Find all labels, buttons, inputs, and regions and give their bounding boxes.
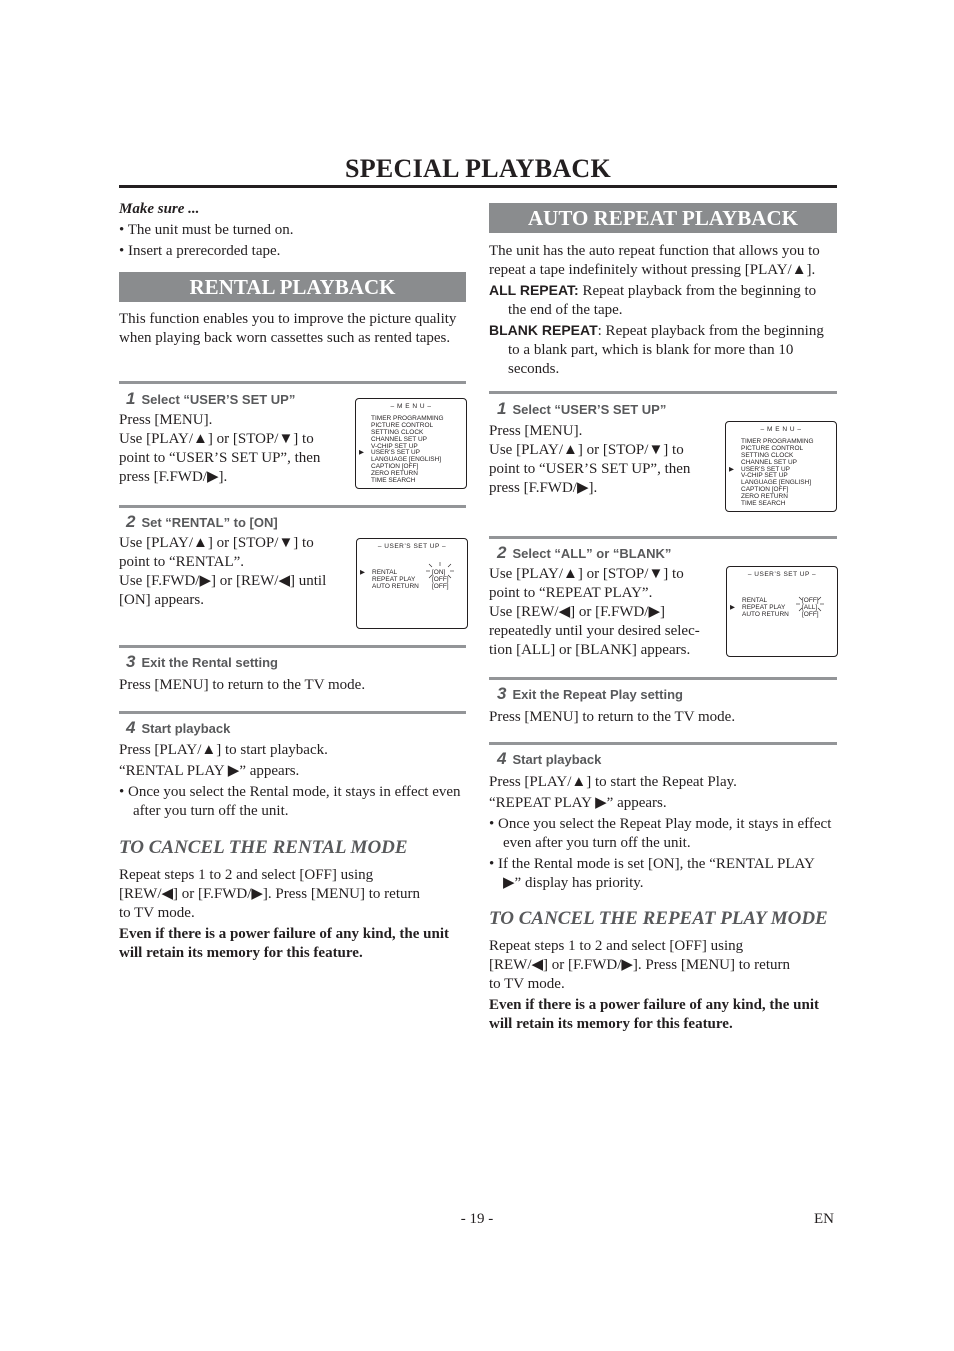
step-body [119, 676, 464, 695]
step-line: point to “USER’S SET UP”, then [489, 461, 691, 477]
osd-row-label: USER’S SET UP [371, 449, 421, 457]
prereq-item: • Insert a prerecorded tape. [119, 243, 281, 259]
language-code: EN [814, 1211, 834, 1227]
step-line: point to “USER’S SET UP”, then [119, 450, 321, 466]
osd-row: SETTING CLOCK [371, 428, 424, 436]
step-body [489, 422, 724, 498]
all-repeat-label: ALL REPEAT: [489, 282, 579, 298]
step-number: 4 [126, 718, 136, 737]
step-number: 3 [126, 652, 136, 671]
step-line: Use [PLAY/▲] or [STOP/▼] to [489, 566, 684, 582]
osd-value: [OFF] [802, 610, 819, 618]
blink-rays-icon [425, 561, 455, 581]
step-line: Press [PLAY/▲] to start the Repeat Play. [489, 774, 737, 790]
step-title: Exit the Rental setting [141, 655, 278, 670]
step-heading [126, 389, 295, 409]
step-title: Select “ALL” or “BLANK” [512, 546, 672, 561]
users-setup-screen [356, 538, 468, 629]
step-title: Start playback [512, 752, 602, 767]
step-rule [119, 505, 466, 508]
step-title: Start playback [141, 721, 231, 736]
make-sure-block [119, 200, 466, 261]
cancel-line: [REW/◀] or [F.FWD/▶]. Press [MENU] to return [489, 957, 790, 973]
step-title: Select “USER’S SET UP” [141, 392, 296, 407]
osd-header: – M E N U – [760, 426, 802, 433]
step-line: press [F.FWD/▶]. [489, 480, 598, 496]
menu-screen [355, 398, 467, 489]
users-setup-screen [726, 566, 838, 657]
step-heading [497, 684, 683, 704]
step-title: Set “RENTAL” to [ON] [141, 515, 278, 530]
repeat-intro: The unit has the auto repeat function that allows you to repeat a tape indefinitely without pressing [PLAY/▲]. [489, 243, 820, 278]
step-number: 1 [126, 389, 136, 408]
step-body [119, 741, 464, 821]
osd-value: [OFF] [432, 575, 449, 583]
step-rule [119, 381, 466, 384]
step-body [489, 773, 834, 893]
step-line: Use [PLAY/▲] or [STOP/▼] to [489, 442, 684, 458]
osd-row: CHANNEL SET UP [371, 435, 427, 443]
step-line: Press [MENU]. [119, 412, 213, 428]
osd-row: SETTING CLOCK [741, 451, 794, 459]
step-number: 4 [497, 749, 507, 768]
blank-repeat-label: BLANK REPEAT [489, 322, 598, 338]
power-note: Even if there is a power failure of any kind, the unit will retain its memory for this feature. [119, 926, 450, 961]
cancel-rental-body [119, 866, 464, 963]
cursor-icon: ▶ [729, 465, 734, 473]
cancel-line: Repeat steps 1 to 2 and select [OFF] using [119, 867, 374, 883]
osd-row: TIME SEARCH [371, 477, 416, 485]
step-heading [497, 399, 666, 419]
osd-row-label: REPEAT PLAY [372, 575, 416, 583]
step-bullet: • If the Rental mode is set [ON], the “RENTAL PLAY ▶” display has priority. [489, 856, 815, 891]
step-bullet: • Once you select the Repeat Play mode, it stays in effect even after you turn off the unit. [489, 816, 832, 851]
step-heading [126, 718, 230, 738]
cursor-icon: ▶ [360, 568, 365, 576]
cancel-repeat-body [489, 937, 834, 1034]
step-body [119, 534, 359, 610]
power-note: Even if there is a power failure of any kind, the unit will retain its memory for this feature. [489, 997, 820, 1032]
osd-row-label: RENTAL [372, 568, 398, 576]
cursor-icon: ▶ [730, 603, 735, 611]
step-line: Use [PLAY/▲] or [STOP/▼] to [119, 431, 314, 447]
osd-value: [ALL] [802, 603, 818, 611]
osd-row: ZERO RETURN [371, 470, 418, 478]
step-number: 2 [497, 543, 507, 562]
osd-header: – M E N U – [390, 403, 432, 410]
rental-playback-banner: RENTAL PLAYBACK [119, 272, 466, 302]
step-line: Use [PLAY/▲] or [STOP/▼] to [119, 535, 314, 551]
step-line: point to “RENTAL”. [119, 554, 245, 570]
osd-value: [OFF] [432, 582, 449, 590]
step-body [489, 708, 834, 727]
blink-rays-icon [795, 594, 825, 614]
osd-row [357, 584, 467, 591]
osd-row-label: RENTAL [742, 596, 768, 604]
step-line: point to “REPEAT PLAY”. [489, 585, 653, 601]
step-rule [119, 711, 466, 714]
make-sure-label: Make sure ... [119, 201, 200, 217]
osd-row: V-CHIP SET UP [741, 472, 788, 480]
step-line: Press [MENU] to return to the TV mode. [489, 709, 736, 725]
cancel-line: to TV mode. [489, 976, 565, 992]
osd-header: – USER’S SET UP – [377, 543, 447, 550]
blank-repeat-desc [489, 321, 834, 379]
step-number: 3 [497, 684, 507, 703]
osd-row: CAPTION [OFF] [371, 463, 419, 471]
osd-row-label: AUTO RETURN [742, 610, 789, 618]
page-number: - 19 - [460, 1211, 494, 1227]
step-line: Press [PLAY/▲] to start playback. [119, 742, 328, 758]
step-heading [126, 512, 278, 532]
step-rule [489, 742, 837, 745]
osd-row-label: AUTO RETURN [372, 582, 419, 590]
step-line: Press [MENU]. [489, 423, 583, 439]
osd-value: [OFF] [802, 596, 819, 604]
auto-repeat-banner: AUTO REPEAT PLAYBACK [489, 203, 837, 233]
osd-row: PICTURE CONTROL [741, 444, 804, 452]
cancel-rental-heading: TO CANCEL THE RENTAL MODE [119, 837, 408, 858]
step-body [119, 411, 354, 487]
osd-row-label: REPEAT PLAY [742, 603, 786, 611]
step-line: Use [REW/◀] or [F.FWD/▶] [489, 604, 666, 620]
osd-row: LANGUAGE [ENGLISH] [371, 456, 442, 464]
step-line: Press [MENU] to return to the TV mode. [119, 677, 366, 693]
cancel-repeat-heading: TO CANCEL THE REPEAT PLAY MODE [489, 908, 828, 929]
osd-row: PICTURE CONTROL [371, 421, 434, 429]
cancel-line: Repeat steps 1 to 2 and select [OFF] using [489, 938, 744, 954]
step-rule [489, 391, 837, 394]
step-rule [119, 645, 466, 648]
cancel-line: to TV mode. [119, 905, 195, 921]
step-line: repeatedly until your desired selec- [489, 623, 700, 639]
step-rule [489, 536, 837, 539]
osd-value: [ON] [432, 568, 446, 576]
all-repeat-text: Repeat playback from the beginning to the end of the tape. [508, 283, 817, 318]
step-heading [497, 543, 671, 563]
step-line: “REPEAT PLAY ▶” appears. [489, 795, 667, 811]
menu-screen [725, 421, 837, 512]
step-rule [489, 677, 837, 680]
step-bullet: • Once you select the Rental mode, it stays in effect even after you turn off the unit. [119, 784, 461, 819]
cancel-line: [REW/◀] or [F.FWD/▶]. Press [MENU] to return [119, 886, 420, 902]
step-line: Use [F.FWD/▶] or [REW/◀] until [119, 573, 327, 589]
step-line: tion [ALL] or [BLANK] appears. [489, 642, 691, 658]
title-rule [119, 185, 837, 188]
osd-row: CHANNEL SET UP [741, 458, 797, 466]
step-number: 1 [497, 399, 507, 418]
osd-row: CAPTION [OFF] [741, 486, 789, 494]
osd-row: ZERO RETURN [741, 493, 788, 501]
step-body [489, 565, 724, 660]
all-repeat-desc [489, 281, 834, 320]
step-title: Select “USER’S SET UP” [512, 402, 667, 417]
step-line: “RENTAL PLAY ▶” appears. [119, 763, 300, 779]
step-heading [126, 652, 278, 672]
rental-intro: This function enables you to improve the picture quality when playing back worn cassettes such as rented tapes. [119, 311, 457, 346]
osd-row: LANGUAGE [ENGLISH] [741, 479, 812, 487]
step-title: Exit the Repeat Play setting [512, 687, 683, 702]
step-line: press [F.FWD/▶]. [119, 469, 228, 485]
prereq-item: • The unit must be turned on. [119, 222, 294, 238]
osd-row: TIME SEARCH [741, 500, 786, 508]
step-line: [ON] appears. [119, 592, 204, 608]
repeat-intro-block [489, 242, 834, 379]
osd-row: TIMER PROGRAMMING [741, 437, 814, 445]
page-title: SPECIAL PLAYBACK [344, 154, 612, 183]
osd-row: V-CHIP SET UP [371, 442, 418, 450]
osd-header: – USER’S SET UP – [747, 571, 817, 578]
cursor-icon: ▶ [359, 449, 364, 457]
osd-row-label: USER’S SET UP [741, 465, 791, 473]
step-number: 2 [126, 512, 136, 531]
osd-row: TIMER PROGRAMMING [371, 414, 444, 422]
blank-repeat-text: : Repeat playback from the beginning to a blank part, which is blank for more than 10 seconds. [508, 323, 824, 377]
step-heading [497, 749, 601, 769]
